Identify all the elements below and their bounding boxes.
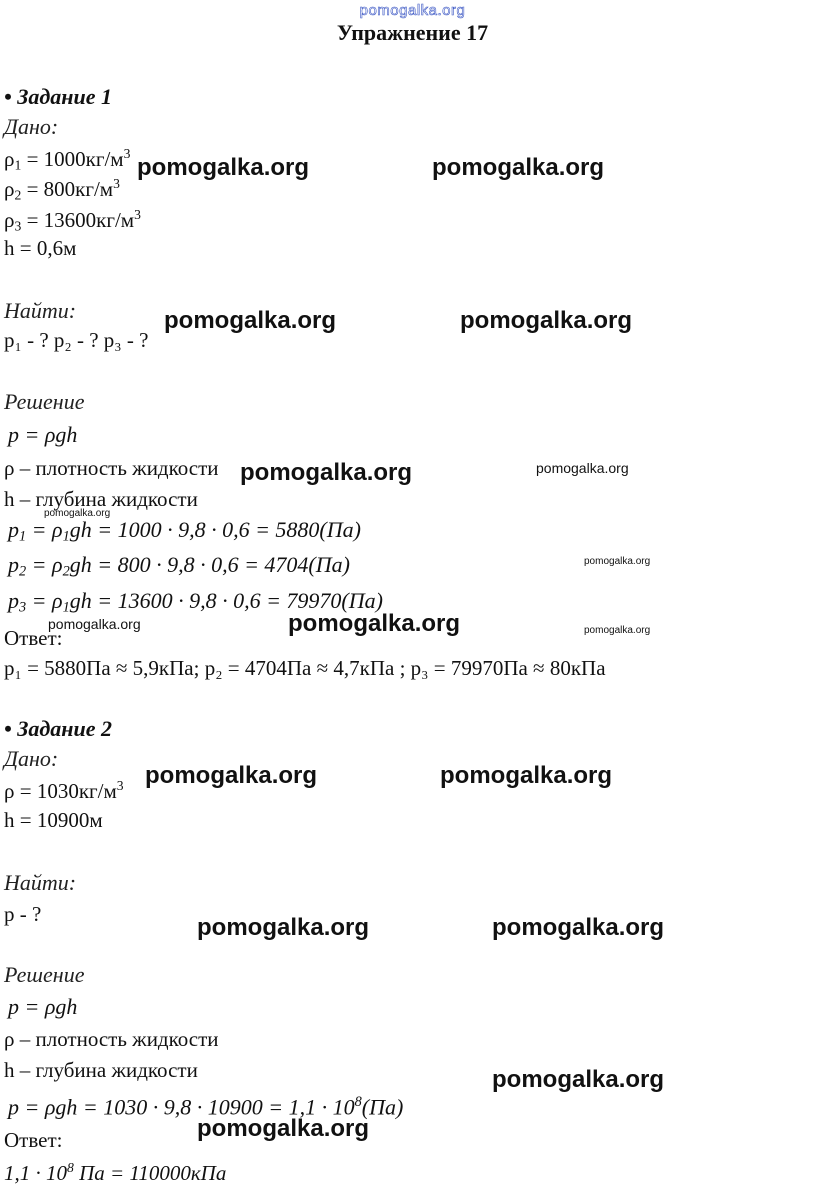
watermark: pomogalka.org — [145, 762, 318, 789]
task2-find-label: Найти: — [4, 870, 77, 895]
watermark: pomogalka.org — [584, 625, 651, 636]
task2-answer-label: Ответ: — [4, 1128, 63, 1152]
task1-answer: p₁ = 5880Па ≈ 5,9кПа; p₂ = 4704Па ≈ 4,7кПа ; p₃ = 79970Па ≈ 80кПа — [4, 656, 606, 680]
task2-solution-label: Решение — [4, 962, 85, 987]
watermark: pomogalka.org — [137, 154, 310, 181]
watermark: pomogalka.org — [432, 154, 605, 181]
watermark: pomogalka.org — [48, 616, 141, 632]
task1-given-h: h = 0,6м — [4, 236, 77, 260]
task1-calc-p3: $p_3 = \rho_1gh = 13600 \cdot 9,8 \cdot 0,6 = 79970(Па)$ — [8, 588, 383, 616]
task1-find: p₁ - ? p₂ - ? p₃ - ? — [4, 328, 149, 352]
task2-def-h: h – глубина жидкости — [4, 1058, 198, 1082]
watermark: pomogalka.org — [492, 914, 665, 941]
task2-formula: p = ρgh — [8, 994, 78, 1019]
watermark: pomogalka.org — [197, 1115, 370, 1142]
task2-given-label: Дано: — [4, 746, 59, 771]
task1-formula: p = ρgh — [8, 422, 78, 447]
task2-answer: $1,1 \cdot 10^8$ Па = 110000кПа — [4, 1160, 227, 1186]
task1-calc-p1: $p_1 = \rho_1gh = 1000 \cdot 9,8 \cdot 0,6 = 5880(Па)$ — [8, 517, 361, 545]
watermark: pomogalka.org — [164, 307, 337, 334]
task1-given-rho3: $\rho_3 = 13600кг/м^3$ — [4, 207, 141, 234]
task2-given-h: h = 10900м — [4, 808, 103, 832]
task1-calc-p2: $p_2 = \rho_2gh = 800 \cdot 9,8 \cdot 0,6 = 4704(Па)$ — [8, 552, 350, 580]
task1-given-rho1: $\rho_1 = 1000кг/м^3$ — [4, 146, 131, 173]
task1-solution-label: Решение — [4, 389, 85, 414]
task1-heading: • Задание 1 — [4, 84, 113, 109]
watermark: pomogalka.org — [460, 307, 633, 334]
watermark: pomogalka.org — [288, 610, 461, 637]
watermark: pomogalka.org — [240, 459, 413, 486]
page-title: Упражнение 17 — [336, 20, 489, 45]
site-header: pomogalka.org — [359, 2, 466, 19]
task2-calc: $p = \rho gh = 1030 \cdot 9,8 \cdot 10900 = 1,1 \cdot 10^8(Па)$ — [8, 1094, 404, 1120]
task1-answer-label: Ответ: — [4, 626, 63, 650]
watermark: pomogalka.org — [492, 1066, 665, 1093]
task2-def-rho: ρ – плотность жидкости — [4, 1027, 219, 1051]
task2-find: p - ? — [4, 902, 42, 926]
watermark: pomogalka.org — [584, 556, 651, 567]
watermark: pomogalka.org — [440, 762, 613, 789]
task1-def-rho: ρ – плотность жидкости — [4, 456, 219, 480]
task1-given-rho2: $\rho_2 = 800кг/м^3$ — [4, 176, 120, 203]
watermark: pomogalka.org — [536, 460, 629, 476]
task1-def-h: h – глубина жидкости — [4, 487, 198, 511]
task1-given-label: Дано: — [4, 114, 59, 139]
task2-given-rho: $\rho = 1030кг/м^3$ — [4, 778, 124, 804]
task1-find-label: Найти: — [4, 298, 77, 323]
task2-heading: • Задание 2 — [4, 716, 113, 741]
watermark: pomogalka.org — [44, 508, 111, 519]
watermark: pomogalka.org — [197, 914, 370, 941]
